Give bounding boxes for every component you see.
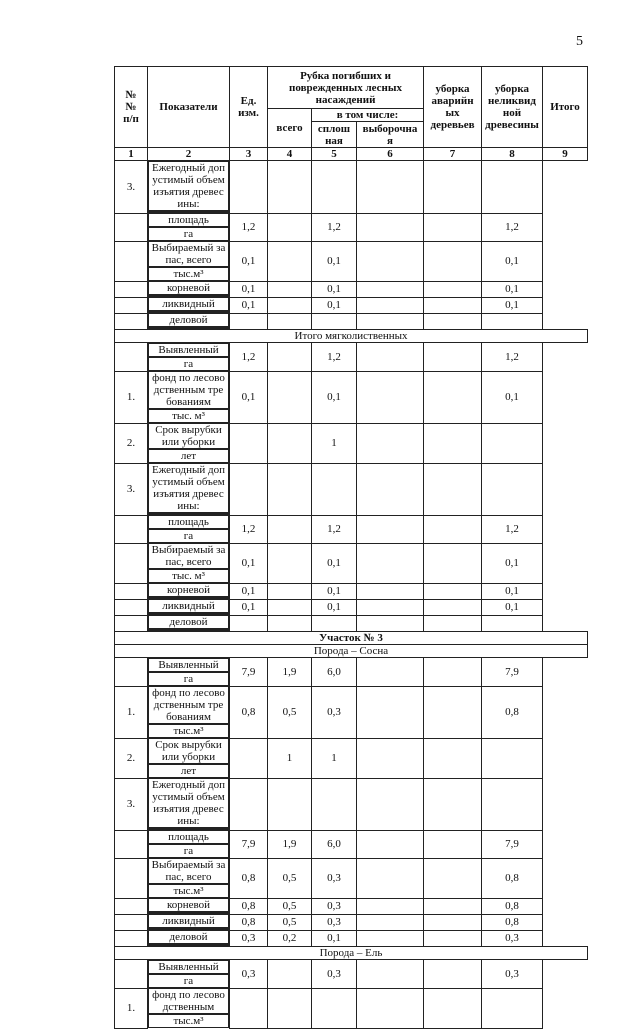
table-cell xyxy=(357,297,424,313)
table-cell xyxy=(482,615,543,632)
table-cell: га xyxy=(148,844,229,858)
col-number: 5 xyxy=(312,148,357,161)
table-row xyxy=(115,213,588,241)
table-cell xyxy=(268,960,312,989)
table-cell: 0,8 xyxy=(230,914,268,930)
table-cell xyxy=(424,858,482,898)
table-cell: 0,1 xyxy=(230,281,268,297)
table-cell xyxy=(115,830,148,858)
table-row xyxy=(115,343,588,372)
table-cell: 0,1 xyxy=(312,371,357,423)
table-cell: 0,1 xyxy=(312,297,357,313)
table-cell: 0,3 xyxy=(312,914,357,930)
table-cell xyxy=(268,241,312,281)
table-cell: 1,9 xyxy=(268,658,312,687)
table-cell: 1,2 xyxy=(230,213,268,241)
table-cell: га xyxy=(148,529,229,543)
table-cell: 1 xyxy=(312,423,357,463)
header-indicators: Показатели xyxy=(148,67,230,148)
table-cell: 1,2 xyxy=(482,343,543,372)
table-cell xyxy=(115,281,148,297)
table-cell: 1,2 xyxy=(312,515,357,543)
table-cell xyxy=(115,858,148,898)
table-cell xyxy=(268,213,312,241)
table-cell: 0,1 xyxy=(230,371,268,423)
table-cell: 0,8 xyxy=(230,858,268,898)
table-cell xyxy=(268,599,312,615)
table-cell xyxy=(357,960,424,989)
table-cell xyxy=(115,583,148,599)
table-cell: площадь xyxy=(148,830,229,844)
table-cell xyxy=(424,960,482,989)
table-cell: 0,5 xyxy=(268,686,312,738)
table-cell xyxy=(424,213,482,241)
table-row xyxy=(115,960,588,989)
table-cell xyxy=(357,599,424,615)
table-cell xyxy=(424,914,482,930)
table-row xyxy=(115,297,588,313)
table-cell xyxy=(424,686,482,738)
header-sub-solid: сплош ная xyxy=(312,122,357,148)
table-cell xyxy=(115,313,148,330)
table-cell: 0,1 xyxy=(230,297,268,313)
table-cell xyxy=(424,930,482,947)
table-cell xyxy=(482,161,543,214)
table-cell xyxy=(115,658,148,687)
col-number: 3 xyxy=(230,148,268,161)
table-cell: 3. xyxy=(115,161,148,214)
table-cell xyxy=(312,313,357,330)
table-row xyxy=(115,658,588,687)
table-row xyxy=(115,830,588,858)
table-cell: 1 xyxy=(312,738,357,778)
table-cell xyxy=(115,599,148,615)
table-cell xyxy=(482,313,543,330)
table-cell: тыс. м³ xyxy=(148,569,229,583)
table-cell: 1,2 xyxy=(230,515,268,543)
table-cell xyxy=(424,515,482,543)
table-cell: лет xyxy=(148,764,229,778)
page-number: 5 xyxy=(576,34,583,49)
table-cell xyxy=(424,313,482,330)
table-cell: 2. xyxy=(115,423,148,463)
table-cell: 1,2 xyxy=(312,343,357,372)
section-title-row xyxy=(115,645,588,658)
table-cell: Срок вырубки или уборки xyxy=(148,423,229,449)
table-row xyxy=(115,615,588,632)
table-cell xyxy=(115,930,148,947)
table-row xyxy=(115,313,588,330)
table-cell: 0,1 xyxy=(482,281,543,297)
table-cell: ликвидный xyxy=(148,599,229,613)
table-cell: 0,3 xyxy=(312,686,357,738)
col-number: 4 xyxy=(268,148,312,161)
header-group-felling: Рубка погибших и поврежденных лесных насаждений xyxy=(268,67,424,109)
table-cell: Ежегодный допустимый объем изъятия древесины: xyxy=(148,778,229,828)
table-cell xyxy=(312,988,357,1028)
table-cell xyxy=(424,543,482,583)
table-cell: тыс.м³ xyxy=(148,267,229,281)
table-cell: 0,3 xyxy=(312,858,357,898)
table-cell: Выявленный xyxy=(148,658,229,672)
table-cell xyxy=(115,898,148,914)
table-cell xyxy=(312,615,357,632)
table-row xyxy=(115,423,588,463)
table-cell xyxy=(230,778,268,830)
table-row xyxy=(115,463,588,515)
table-cell xyxy=(357,914,424,930)
table-cell: 0,5 xyxy=(268,858,312,898)
table-cell: Ежегодный допустимый объем изъятия древесины: xyxy=(148,463,229,513)
table-cell: 0,1 xyxy=(312,583,357,599)
table-cell: корневой xyxy=(148,583,229,597)
table-cell: тыс.м³ xyxy=(148,724,229,738)
table-cell: 1,9 xyxy=(268,830,312,858)
table-cell: 1,2 xyxy=(482,213,543,241)
table-cell xyxy=(424,371,482,423)
table-row xyxy=(115,738,588,778)
table-cell xyxy=(357,930,424,947)
table-cell xyxy=(357,343,424,372)
table-cell: Выбираемый запас, всего xyxy=(148,543,229,569)
forest-table xyxy=(114,66,588,1029)
header-num: № № п/п xyxy=(115,67,148,148)
table-cell: тыс.м³ xyxy=(148,884,229,898)
table-cell: 0,3 xyxy=(482,960,543,989)
table-cell xyxy=(115,914,148,930)
table-cell: 7,9 xyxy=(482,830,543,858)
table-cell: фонд по лесоводственным xyxy=(148,988,229,1014)
section-title: Участок № 3 xyxy=(115,632,588,645)
table-cell xyxy=(268,515,312,543)
table-cell: 0,8 xyxy=(230,898,268,914)
table-row xyxy=(115,930,588,947)
table-cell xyxy=(424,778,482,830)
table-cell xyxy=(268,313,312,330)
table-cell xyxy=(424,599,482,615)
table-cell: 1. xyxy=(115,988,148,1028)
table-cell: площадь xyxy=(148,515,229,529)
header-illiquid-wood: уборка неликвид ной древесины xyxy=(482,67,543,148)
table-cell: деловой xyxy=(148,615,229,629)
table-row xyxy=(115,371,588,423)
table-cell xyxy=(357,615,424,632)
table-cell: 0,1 xyxy=(230,543,268,583)
table-cell xyxy=(357,658,424,687)
table-cell: ликвидный xyxy=(148,914,229,928)
section-title: Порода – Сосна xyxy=(115,645,588,658)
table-cell: деловой xyxy=(148,930,229,944)
table-row xyxy=(115,543,588,583)
table-cell xyxy=(424,297,482,313)
table-cell xyxy=(482,463,543,515)
table-cell xyxy=(357,161,424,214)
table-row xyxy=(115,599,588,615)
table-cell: 2. xyxy=(115,738,148,778)
header-sub-selective: выборочна я xyxy=(357,122,424,148)
table-cell: Выбираемый запас, всего xyxy=(148,241,229,267)
table-cell xyxy=(357,281,424,297)
table-cell xyxy=(268,423,312,463)
table-cell xyxy=(357,241,424,281)
table-cell xyxy=(424,343,482,372)
col-number: 2 xyxy=(148,148,230,161)
col-number: 7 xyxy=(424,148,482,161)
table-cell xyxy=(424,161,482,214)
table-cell xyxy=(482,423,543,463)
table-cell: лет xyxy=(148,449,229,463)
table-cell xyxy=(268,343,312,372)
header-emergency-trees: уборка аварийн ых деревьев xyxy=(424,67,482,148)
table-cell: 1 xyxy=(268,738,312,778)
table-cell: 0,1 xyxy=(482,543,543,583)
table-cell xyxy=(357,463,424,515)
header-unit: Ед. изм. xyxy=(230,67,268,148)
table-cell xyxy=(115,543,148,583)
table-cell: тыс.м³ xyxy=(148,1014,229,1028)
table-cell xyxy=(312,463,357,515)
table-cell: 0,2 xyxy=(268,930,312,947)
table-cell: 1,2 xyxy=(482,515,543,543)
table-cell xyxy=(268,371,312,423)
table-row xyxy=(115,281,588,297)
table-row xyxy=(115,988,588,1028)
table-cell: деловой xyxy=(148,313,229,327)
table-row xyxy=(115,914,588,930)
table-cell xyxy=(482,738,543,778)
table-cell xyxy=(424,281,482,297)
table-cell xyxy=(230,161,268,214)
table-cell xyxy=(424,830,482,858)
table-cell: 0,1 xyxy=(312,543,357,583)
table-row xyxy=(115,515,588,543)
table-cell: 0,1 xyxy=(230,583,268,599)
table-cell xyxy=(230,615,268,632)
table-cell: Выбираемый запас, всего xyxy=(148,858,229,884)
table-cell xyxy=(115,213,148,241)
table-cell: 3. xyxy=(115,778,148,830)
table-cell: 0,5 xyxy=(268,914,312,930)
table-cell xyxy=(357,423,424,463)
table-cell xyxy=(424,423,482,463)
table-cell: га xyxy=(148,672,229,686)
table-cell xyxy=(268,778,312,830)
table-cell: 0,1 xyxy=(312,281,357,297)
table-cell xyxy=(357,858,424,898)
table-cell: 0,3 xyxy=(230,930,268,947)
table-cell xyxy=(357,778,424,830)
table-cell xyxy=(268,583,312,599)
table-cell xyxy=(115,297,148,313)
table-cell: Ежегодный допустимый объем изъятия древесины: xyxy=(148,161,229,211)
table-cell: фонд по лесоводственным требованиям xyxy=(148,371,229,409)
table-cell: 3. xyxy=(115,463,148,515)
table-cell xyxy=(357,738,424,778)
section-title-row xyxy=(115,632,588,645)
table-cell xyxy=(268,988,312,1028)
table-cell xyxy=(357,686,424,738)
table-cell xyxy=(357,583,424,599)
table-cell xyxy=(230,988,268,1028)
table-cell xyxy=(424,898,482,914)
table-cell: ликвидный xyxy=(148,297,229,311)
table-cell xyxy=(424,583,482,599)
table-cell xyxy=(482,988,543,1028)
table-cell xyxy=(230,423,268,463)
table-cell: 0,3 xyxy=(312,960,357,989)
table-cell xyxy=(357,515,424,543)
header-sub-total: всего xyxy=(268,109,312,148)
table-cell: 0,8 xyxy=(482,898,543,914)
table-cell: 0,1 xyxy=(482,371,543,423)
table-cell: площадь xyxy=(148,213,229,227)
table-cell: 0,5 xyxy=(268,898,312,914)
table-cell: 0,8 xyxy=(230,686,268,738)
table-cell: 0,1 xyxy=(312,241,357,281)
table-cell xyxy=(115,343,148,372)
header-total: Итого xyxy=(543,67,588,148)
table-cell xyxy=(424,463,482,515)
table-cell: 7,9 xyxy=(230,658,268,687)
col-number: 6 xyxy=(357,148,424,161)
table-cell: 0,1 xyxy=(482,599,543,615)
header-column-numbers xyxy=(115,148,588,161)
table-row xyxy=(115,898,588,914)
table-cell xyxy=(312,778,357,830)
table-cell: Выявленный xyxy=(148,960,229,974)
table-cell: 6,0 xyxy=(312,658,357,687)
section-title-row xyxy=(115,330,588,343)
table-cell xyxy=(357,898,424,914)
table-cell xyxy=(230,313,268,330)
table-cell xyxy=(115,615,148,632)
table-cell xyxy=(357,313,424,330)
table-cell: 7,9 xyxy=(482,658,543,687)
table-cell: 0,3 xyxy=(230,960,268,989)
table-cell xyxy=(268,297,312,313)
table-cell xyxy=(230,738,268,778)
col-number: 1 xyxy=(115,148,148,161)
table-cell: тыс. м³ xyxy=(148,409,229,423)
table-cell: 7,9 xyxy=(230,830,268,858)
table-cell xyxy=(268,463,312,515)
table-cell xyxy=(115,960,148,989)
table-row xyxy=(115,686,588,738)
table-cell xyxy=(357,213,424,241)
table-cell xyxy=(115,241,148,281)
table-cell xyxy=(357,988,424,1028)
table-row xyxy=(115,161,588,214)
table-cell: 1,2 xyxy=(230,343,268,372)
table-cell: 0,8 xyxy=(482,914,543,930)
table-cell: га xyxy=(148,974,229,988)
table-cell xyxy=(482,778,543,830)
table-cell: га xyxy=(148,227,229,241)
table-cell xyxy=(424,241,482,281)
table-cell: 0,1 xyxy=(482,297,543,313)
col-number: 8 xyxy=(482,148,543,161)
section-title: Итого мягколиственных xyxy=(115,330,588,343)
table-cell xyxy=(357,830,424,858)
table-cell: 1. xyxy=(115,686,148,738)
table-cell: корневой xyxy=(148,281,229,295)
table-cell: 0,3 xyxy=(312,898,357,914)
table-cell: 1,2 xyxy=(312,213,357,241)
header-sub-including: в том числе: xyxy=(312,109,424,122)
table-cell: 0,1 xyxy=(312,599,357,615)
section-title: Порода – Ель xyxy=(115,947,588,960)
table-cell xyxy=(268,615,312,632)
table-body xyxy=(115,161,588,1029)
table-cell xyxy=(312,161,357,214)
table-cell xyxy=(357,371,424,423)
table-row xyxy=(115,778,588,830)
table-row xyxy=(115,583,588,599)
table-cell xyxy=(230,463,268,515)
section-title-row xyxy=(115,947,588,960)
table-cell: 0,1 xyxy=(482,241,543,281)
table-cell: 0,1 xyxy=(230,241,268,281)
table-cell: Выявленный xyxy=(148,343,229,357)
table-cell: 0,1 xyxy=(482,583,543,599)
table-cell: Срок вырубки или уборки xyxy=(148,738,229,764)
col-number: 9 xyxy=(543,148,588,161)
table-cell xyxy=(424,658,482,687)
table-cell xyxy=(357,543,424,583)
table-row xyxy=(115,241,588,281)
table-cell xyxy=(424,988,482,1028)
table-cell: корневой xyxy=(148,898,229,912)
table-cell xyxy=(268,543,312,583)
table-cell xyxy=(268,281,312,297)
table-cell: 0,8 xyxy=(482,686,543,738)
table-cell: 0,1 xyxy=(230,599,268,615)
table-cell xyxy=(268,161,312,214)
table-cell: 6,0 xyxy=(312,830,357,858)
table-row xyxy=(115,858,588,898)
table-cell: га xyxy=(148,357,229,371)
table-cell: 0,1 xyxy=(312,930,357,947)
table-cell: 0,8 xyxy=(482,858,543,898)
table-cell: 1. xyxy=(115,371,148,423)
table-cell: фонд по лесоводственным требованиям xyxy=(148,686,229,724)
table-cell: 0,3 xyxy=(482,930,543,947)
table-cell xyxy=(424,615,482,632)
table-cell xyxy=(424,738,482,778)
table-cell xyxy=(115,515,148,543)
